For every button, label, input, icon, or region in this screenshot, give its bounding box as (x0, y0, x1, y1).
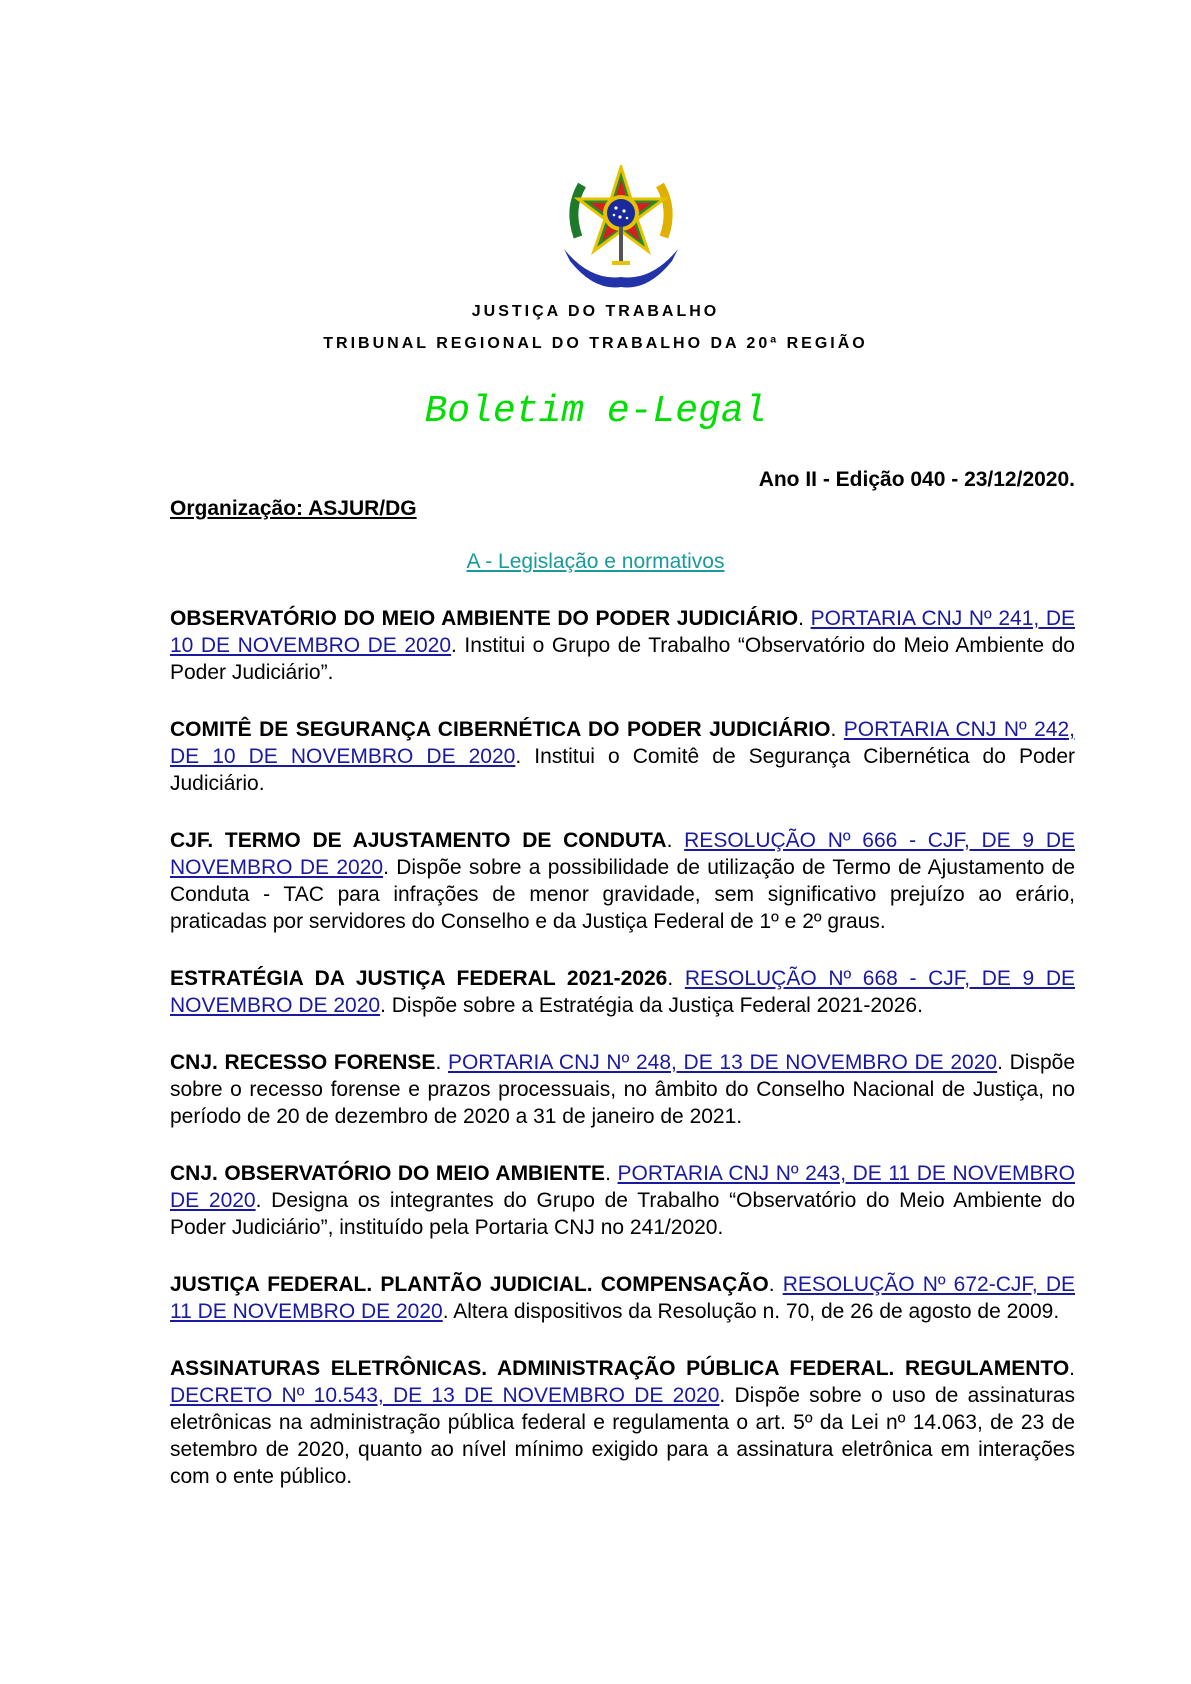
entry-text: Dispõe sobre a Estratégia da Justiça Federal 2021-2026. (391, 994, 923, 1017)
entry-text: Designa os integrantes do Grupo de Trabalho “Observatório do Meio Ambiente do Poder Judiciário”, instituído pela Portaria CNJ no 241/2020. (170, 1189, 1075, 1239)
entry-heading: ASSINATURAS ELETRÔNICAS. ADMINISTRAÇÃO PÚBLICA FEDERAL. REGULAMENTO (170, 1357, 1070, 1380)
list-item: ASSINATURAS ELETRÔNICAS. ADMINISTRAÇÃO PÚBLICA FEDERAL. REGULAMENTO. DECRETO Nº 10.543, DE 13 DE NOVEMBRO DE 2020. Dispõe sobre o uso de assinaturas eletrônicas na administração pública federal e regulamenta o art. 5º da Lei nº 14.063, de 23 de setembro de 2020, quanto ao nível mínimo exigido para a assinatura eletrônica em interações com o ente público. (170, 1357, 1076, 1488)
entry-heading: JUSTIÇA FEDERAL. PLANTÃO JUDICIAL. COMPENSAÇÃO (170, 1273, 769, 1296)
entry-heading: CNJ. RECESSO FORENSE (170, 1051, 436, 1074)
entry-heading: COMITÊ DE SEGURANÇA CIBERNÉTICA DO PODER JUDICIÁRIO (170, 718, 831, 741)
court-name: JUSTIÇA DO TRABALHO (471, 303, 720, 320)
list-item: CNJ. OBSERVATÓRIO DO MEIO AMBIENTE. PORTARIA CNJ Nº 243, DE 11 DE NOVEMBRO DE 2020. Designa os integrantes do Grupo de Trabalho “Observatório do Meio Ambiente do Poder Judiciário”, instituído pela Portaria CNJ no 241/2020. (170, 1162, 1076, 1239)
list-item: COMITÊ DE SEGURANÇA CIBERNÉTICA DO PODER JUDICIÁRIO. PORTARIA CNJ Nº 242, DE 10 DE NOVEMBRO DE 2020. Institui o Comitê de Segurança Cibernética do Poder Judiciário. (170, 718, 1076, 795)
entry-heading: OBSERVATÓRIO DO MEIO AMBIENTE DO PODER JUDICIÁRIO (170, 607, 799, 630)
entry-heading: ESTRATÉGIA DA JUSTIÇA FEDERAL 2021-2026 (170, 967, 668, 990)
entry-text: Altera dispositivos da Resolução n. 70, de 26 de agosto de 2009. (453, 1300, 1060, 1323)
entry-link[interactable]: RESOLUÇÃO Nº 668 - CJF, DE 9 DE NOVEMBRO DE 2020 (170, 967, 1075, 1017)
list-item: OBSERVATÓRIO DO MEIO AMBIENTE DO PODER JUDICIÁRIO. PORTARIA CNJ Nº 241, DE 10 DE NOVEMBRO DE 2020. Institui o Grupo de Trabalho “Observatório do Meio Ambiente do Poder Judiciário”. (170, 607, 1075, 684)
entry-link[interactable]: PORTARIA CNJ Nº 241, DE 10 DE NOVEMBRO DE 2020 (170, 607, 1075, 657)
section-link-legislation[interactable]: A - Legislação e normativos (466, 550, 725, 573)
entry-heading: CNJ. OBSERVATÓRIO DO MEIO AMBIENTE (170, 1162, 606, 1185)
list-item: CNJ. RECESSO FORENSE. PORTARIA CNJ Nº 248, DE 13 DE NOVEMBRO DE 2020. Dispõe sobre o recesso forense e prazos processuais, no âmbito do Conselho Nacional de Justiça, no período de 20 de dezembro de 2020 a 31 de janeiro de 2021. (170, 1051, 1075, 1128)
edition-info: Ano II - Edição 040 - 23/12/2020. (758, 468, 1075, 491)
entry-link[interactable]: DECRETO Nº 10.543, DE 13 DE NOVEMBRO DE 2020 (170, 1384, 720, 1407)
tribunal-name: TRIBUNAL REGIONAL DO TRABALHO DA 20ª REGIÃO (323, 335, 868, 352)
entry-text: Institui o Comitê de Segurança Cibernética do Poder Judiciário. (170, 745, 1076, 795)
entry-text: Dispõe sobre o recesso forense e prazos processuais, no âmbito do Conselho Nacional de Justiça, no período de 20 de dezembro de 2020 a 31 de janeiro de 2021. (170, 1051, 1075, 1128)
list-item: ESTRATÉGIA DA JUSTIÇA FEDERAL 2021-2026. RESOLUÇÃO Nº 668 - CJF, DE 9 DE NOVEMBRO DE 2020. Dispõe sobre a Estratégia da Justiça Federal 2021-2026. (170, 967, 1075, 1017)
entries-list (170, 605, 1075, 1520)
entry-link[interactable]: PORTARIA CNJ Nº 248, DE 13 DE NOVEMBRO DE 2020 (447, 1051, 998, 1074)
bulletin-title: Boletim e-Legal (424, 390, 767, 433)
coat-of-arms-icon (560, 165, 682, 293)
entry-link[interactable]: PORTARIA CNJ Nº 243, DE 11 DE NOVEMBRO DE 2020 (170, 1162, 1076, 1212)
entry-text: Institui o Grupo de Trabalho “Observatório do Meio Ambiente do Poder Judiciário”. (170, 634, 1075, 684)
entry-heading: CJF. TERMO DE AJUSTAMENTO DE CONDUTA (170, 829, 667, 852)
organizer: Organização: ASJUR/DG (170, 497, 417, 520)
list-item: CJF. TERMO DE AJUSTAMENTO DE CONDUTA. RESOLUÇÃO Nº 666 - CJF, DE 9 DE NOVEMBRO DE 2020. Dispõe sobre a possibilidade de utilização de Termo de Ajustamento de Conduta - TAC para infrações de menor gravidade, sem significativo prejuízo ao erário, praticadas por servidores do Conselho e da Justiça Federal de 1º e 2º graus. (170, 829, 1076, 933)
entry-link[interactable]: RESOLUÇÃO Nº 672-CJF, DE 11 DE NOVEMBRO DE 2020 (170, 1273, 1075, 1323)
entry-text: Dispõe sobre a possibilidade de utilização de Termo de Ajustamento de Conduta - TAC para infrações de menor gravidade, sem significativo prejuízo ao erário, praticadas por servidores do Conselho e da Justiça Federal de 1º e 2º graus. (170, 856, 1076, 933)
entry-text: Dispõe sobre o uso de assinaturas eletrônicas na administração pública federal e regulamenta o art. 5º da Lei nº 14.063, de 23 de setembro de 2020, quanto ao nível mínimo exigido para a assinatura eletrônica em interações com o ente público. (170, 1384, 1076, 1488)
entry-link[interactable]: RESOLUÇÃO Nº 666 - CJF, DE 9 DE NOVEMBRO DE 2020 (170, 829, 1076, 879)
list-item: JUSTIÇA FEDERAL. PLANTÃO JUDICIAL. COMPENSAÇÃO. RESOLUÇÃO Nº 672-CJF, DE 11 DE NOVEMBRO DE 2020. Altera dispositivos da Resolução n. 70, de 26 de agosto de 2009. (170, 1273, 1075, 1323)
entry-link[interactable]: PORTARIA CNJ Nº 242, DE 10 DE NOVEMBRO DE 2020 (170, 718, 1076, 768)
